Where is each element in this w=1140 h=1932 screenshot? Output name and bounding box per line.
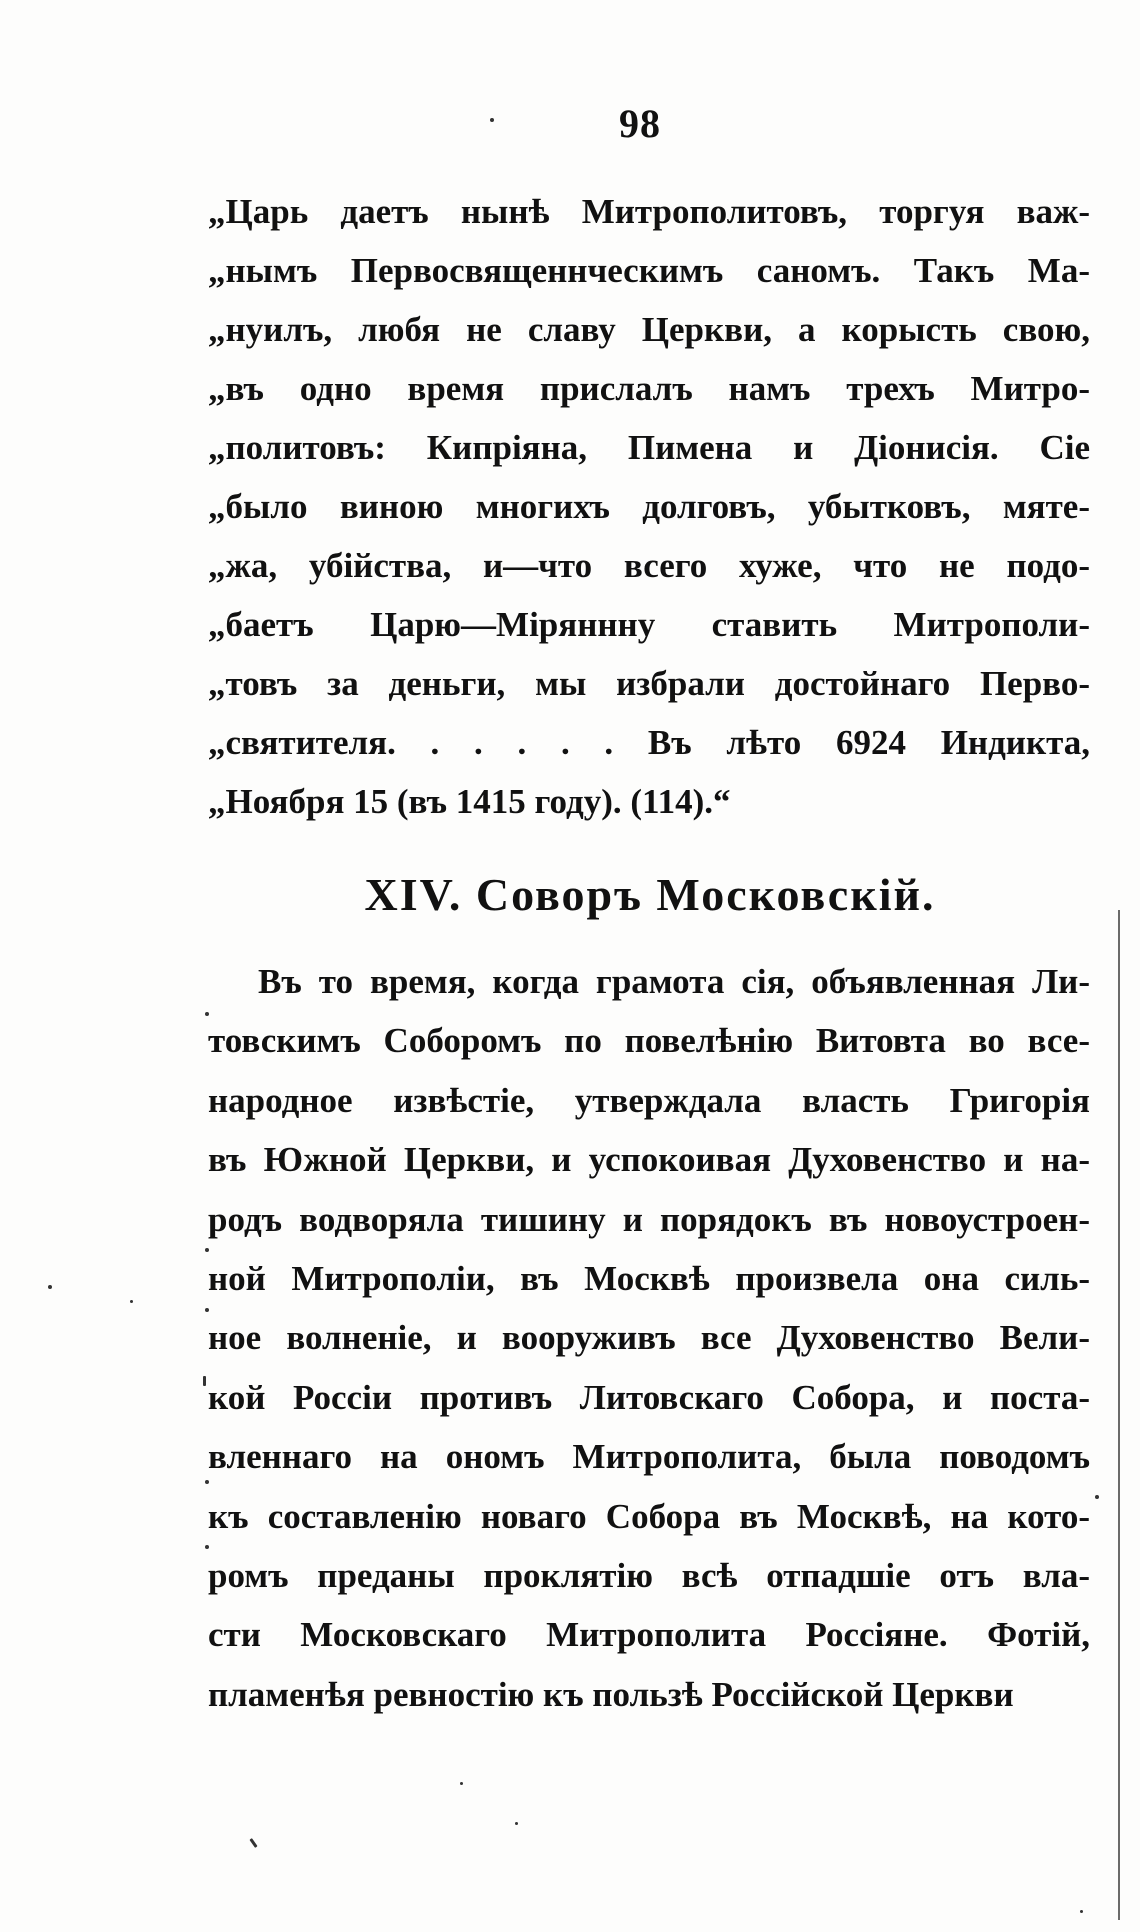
print-speck [205, 1012, 209, 1016]
text-line: „было виною многихъ долговъ, убытковъ, мяте- [208, 487, 1090, 526]
text-line: „жа, убійства, и—что всего хуже, что не подо- [208, 546, 1090, 585]
print-speck [1080, 1910, 1083, 1913]
text-line: ромъ преданы проклятію всѣ отпадшіе отъ вла- [208, 1555, 1090, 1595]
page-edge-line [1118, 910, 1120, 1920]
text-line: народное извѣстіе, утверждала власть Григорія [208, 1080, 1090, 1120]
text-line: „нымъ Первосвященнческимъ саномъ. Такъ Ма- [208, 251, 1090, 290]
text-line: въ Южной Церкви, и успокоивая Духовенство и на- [208, 1140, 1090, 1180]
print-speck [205, 1248, 209, 1252]
text-line: „святителя. . . . . . Въ лѣто 6924 Индикта, [208, 723, 1090, 762]
text-line: сти Московскаго Митрополита Россіяне. Фотій, [208, 1615, 1090, 1655]
text-line: „товъ за деньги, мы избрали достойнаго Перво- [208, 664, 1090, 703]
print-speck [205, 1308, 209, 1312]
print-speck [130, 1300, 133, 1303]
text-line: „нуилъ, любя не славу Церкви, а корысть свою, [208, 310, 1090, 349]
text-line: „Царь даетъ нынѣ Митрополитовъ, торгуя важ- [208, 192, 1090, 231]
text-line: „политовъ: Кипріяна, Пимена и Діонисія. Сіе [208, 428, 1090, 467]
print-speck [205, 1545, 209, 1549]
print-speck [203, 1376, 206, 1386]
text-line: кой Россіи противъ Литовскаго Собора, и поста- [208, 1377, 1090, 1417]
text-line: „въ одно время прислалъ намъ трехъ Митро- [208, 369, 1090, 408]
print-speck [460, 1782, 463, 1785]
section-heading: XIV. Соворъ Московскій. [364, 869, 936, 920]
print-speck [249, 1838, 257, 1848]
text-line: Въ то время, когда грамота сія, объявленная Ли- [258, 962, 1090, 1001]
quoted-passage [208, 182, 1090, 831]
page-number: 98 [619, 101, 661, 146]
print-speck [1095, 1495, 1099, 1499]
text-line: пламенѣя ревностію къ пользѣ Россійской Церкви [208, 1674, 1014, 1714]
text-line: товскимъ Соборомъ по повелѣнію Витовта во все- [208, 1021, 1090, 1061]
text-line: „баетъ Царю—Міряннну ставить Митрополи- [208, 605, 1090, 644]
text-line: вленнаго на ономъ Митрополита, была поводомъ [208, 1437, 1090, 1477]
text-line: „Ноября 15 (въ 1415 году). (114).“ [208, 782, 731, 821]
print-speck [205, 1480, 209, 1484]
text-line: ное волненіе, и вооруживъ все Духовенство Вели- [208, 1318, 1090, 1358]
print-speck [515, 1822, 518, 1825]
print-speck [490, 118, 494, 122]
text-line: къ составленію новаго Собора въ Москвѣ, на кото- [208, 1496, 1090, 1536]
text-line: родъ водворяла тишину и порядокъ въ новоустроен- [208, 1199, 1090, 1239]
print-speck [48, 1285, 52, 1289]
text-line: ной Митрополіи, въ Москвѣ произвела она силь- [208, 1258, 1090, 1298]
body-paragraph [208, 952, 1090, 1724]
